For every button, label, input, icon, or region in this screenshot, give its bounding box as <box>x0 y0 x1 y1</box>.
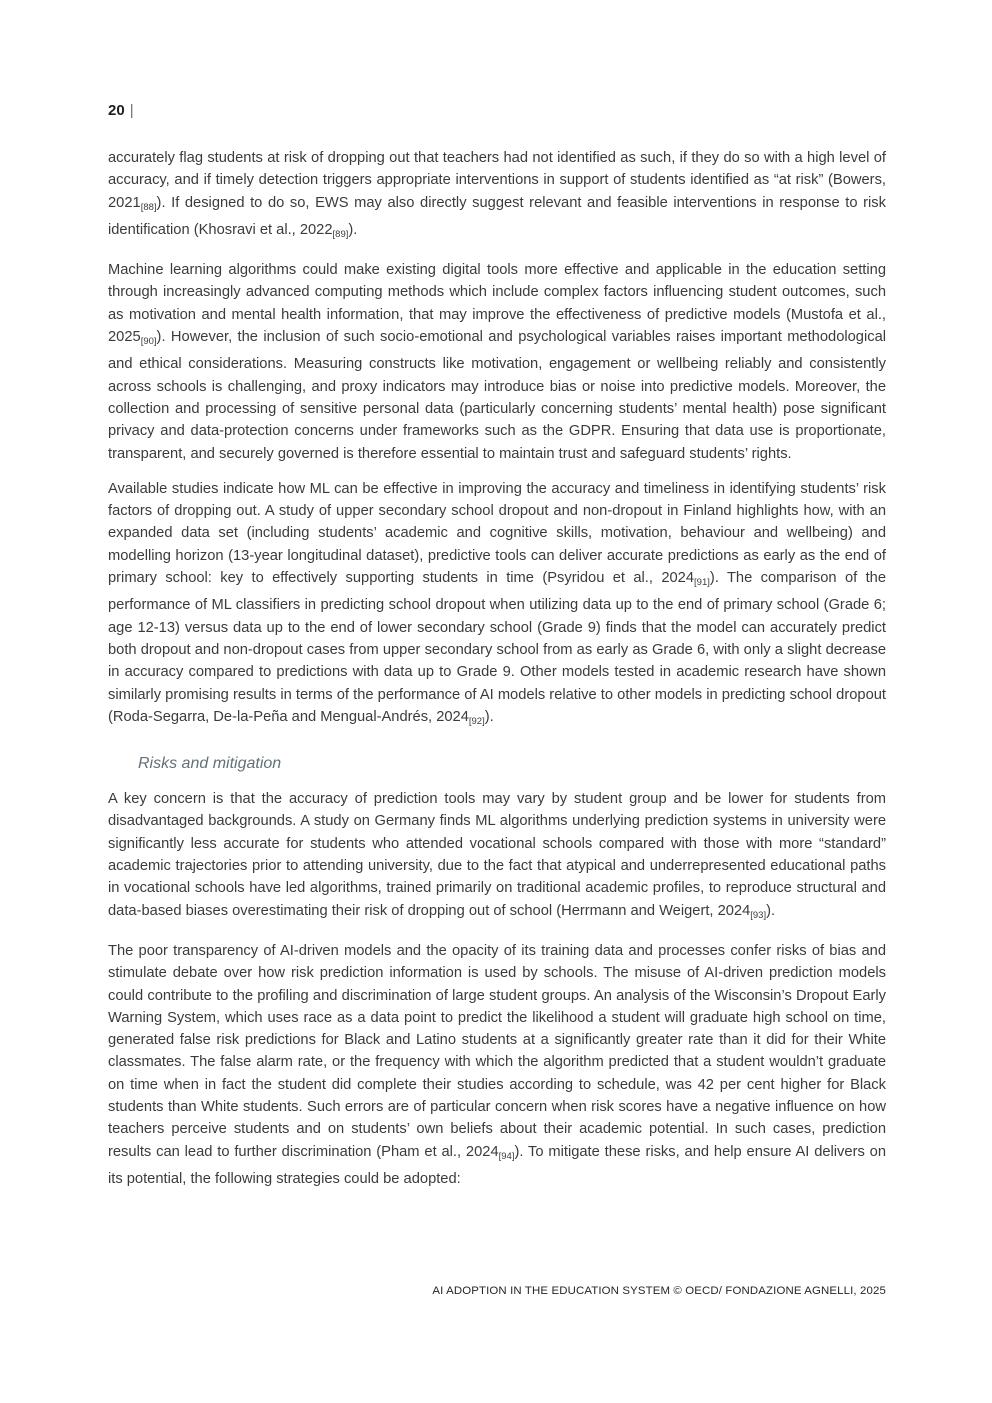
paragraph-text: Available studies indicate how ML can be effective in improving the accuracy and timeliness in identifying students’ risk factors of dropping out. A study of upper secondary school dropout and non-dropout in Finland highlights how, with an expanded data set (including students’ academic and cognitive skills, motivation, behaviour and wellbeing) and modelling horizon (13-year longitudinal dataset), predictive tools can deliver accurate predictions as early as the end of primary school: key to effectively supporting students in time (Psyridou et al., 2024 <box>108 480 886 587</box>
paragraph-text: ). However, the inclusion of such socio-emotional and psychological variables raises important methodological and ethical considerations. Measuring constructs like motivation, engagement or wellbeing reliably and consistently across schools is challenging, and proxy indicators may introduce bias or noise into predictive models. Moreover, the collection and processing of sensitive personal data (particularly concerning students’ mental health) pose significant privacy and data-protection concerns under frameworks such as the GDPR. Ensuring that data use is proportionate, transparent, and securely governed is therefore essential to maintain trust and safeguard students’ rights. <box>108 329 886 462</box>
paragraph-text: The poor transparency of AI-driven models and the opacity of its training data and processes confer risks of bias and stimulate debate over how risk prediction information is used by schools. The misuse of AI-driven prediction models could contribute to the profiling and discrimination of large student groups. An analysis of the Wisconsin’s Dropout Early Warning System, which uses race as a data point to predict the likelihood a student will graduate high school on time, generated false risk predictions for Black and Latino students at a significantly greater rate than it did for their White classmates. The false alarm rate, or the frequency with which the algorithm predicted that a student wouldn’t graduate on time when in fact the student did complete their studies according to schedule, was 42 per cent higher for Black students than White students. Such errors are of particular concern when risk scores have a negative influence on how teachers perceive students and on students’ own beliefs about their academic potential. In such cases, prediction results can lead to further discrimination (Pham et al., 2024 <box>108 942 886 1160</box>
paragraph-text: accurately flag students at risk of dropping out that teachers had not identified as such, if they do so with a high level of accuracy, and if timely detection triggers appropriate interventions in support of students identified as “at risk” (Bowers, 2021 <box>108 150 886 211</box>
paragraph-text: ). If designed to do so, EWS may also directly suggest relevant and feasible interventions in response to risk identification (Khosravi et al., 2022 <box>108 194 886 238</box>
page-number-separator: | <box>129 102 134 119</box>
citation-ref: [88] <box>140 201 157 213</box>
citation-ref: [94] <box>498 1150 515 1162</box>
paragraph-text: Machine learning algorithms could make existing digital tools more effective and applicable in the education setting through increasingly advanced computing methods which include complex factors influencing student outcomes, such as motivation and mental health information, that may improve the effectiveness of predictive models (Mustofa et al., 2025 <box>108 262 886 346</box>
page-number: 20 <box>108 102 125 119</box>
paragraph-text: ). <box>766 902 776 919</box>
citation-ref: [90] <box>140 336 157 348</box>
footer-text: AI ADOPTION IN THE EDUCATION SYSTEM © OECD/ FONDAZIONE AGNELLI, 2025 <box>432 1285 886 1297</box>
paragraph-text: ). <box>484 708 494 725</box>
document-sections <box>108 147 886 1203</box>
paragraph <box>108 147 886 246</box>
paragraph <box>108 940 886 1190</box>
paragraph-text: A key concern is that the accuracy of prediction tools may vary by student group and be lower for students from disadvantaged backgrounds. A study on Germany finds ML algorithms underlying prediction systems in university were significantly less accurate for students who attended vocational schools compared with those with more “standard” academic trajectories prior to attending university, due to the fact that atypical and underrepresented educational paths in vocational schools have led algorithms, trained primarily on traditional academic profiles, to reproduce structural and data-based biases overestimating their risk of dropping out of school (Herrmann and Weigert, 2024 <box>108 791 886 919</box>
paragraph-text: ). <box>348 221 358 238</box>
paragraph-text: ). The comparison of the performance of ML classifiers in predicting school dropout when utilizing data up to the end of primary school (Grade 6; age 12-13) versus data up to the end of lower secondary school (Grade 9) finds that the model can accurately predict both dropout and non-dropout cases from upper secondary school from as early as Grade 6, with only a slight decrease in accuracy compared to predictions with data up to Grade 9. Other models tested in academic research have shown similarly promising results in terms of the performance of AI models relative to other models in predicting school dropout (Roda-Segarra, De-la-Peña and Mengual-Andrés, 2024 <box>108 570 886 725</box>
section-heading: Risks and mitigation <box>138 755 282 773</box>
citation-ref: [92] <box>468 715 485 727</box>
paragraph-text: ). To mitigate these risks, and help ensure AI delivers on its potential, the following strategies could be adopted: <box>108 1143 886 1187</box>
paragraph <box>108 788 886 927</box>
page-header <box>108 101 134 121</box>
citation-ref: [93] <box>750 909 767 921</box>
paragraph <box>108 259 886 465</box>
citation-ref: [91] <box>694 577 710 589</box>
paragraph <box>108 478 886 733</box>
citation-ref: [89] <box>332 228 349 240</box>
